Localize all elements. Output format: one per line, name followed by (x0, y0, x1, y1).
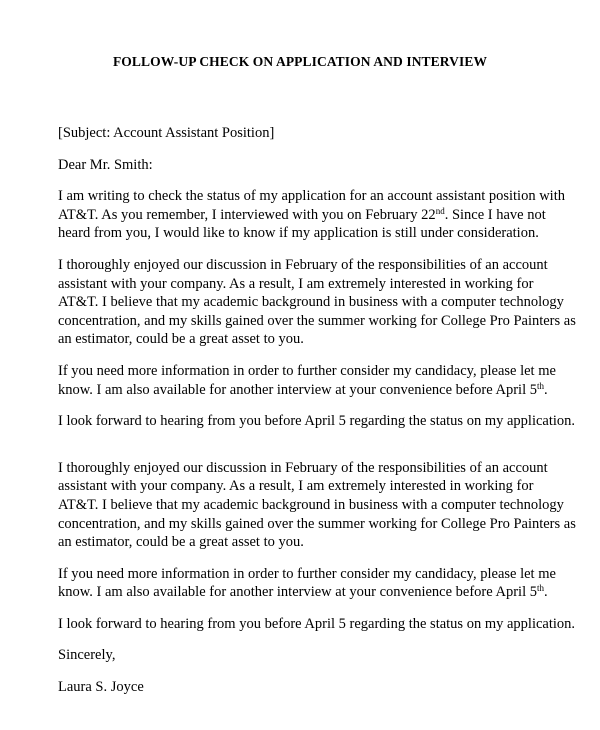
line-text: AT&T. As you remember, I interviewed with you on February 22 (58, 206, 436, 223)
closing-text: Sincerely, (58, 647, 116, 664)
paragraph-line: I thoroughly enjoyed our discussion in February of the responsibilities of an account (58, 256, 548, 273)
paragraph-line: an estimator, could be a great asset to you. (58, 331, 304, 348)
paragraph-line: assistant with your company. As a result, I am extremely interested in working for (58, 478, 534, 495)
ordinal-suffix: th (537, 380, 545, 391)
line-text: . (544, 584, 548, 601)
paragraph-status-inquiry (58, 187, 565, 243)
paragraph-interest (58, 256, 576, 349)
signature-name: Laura S. Joyce (58, 679, 144, 696)
paragraph-line: I thoroughly enjoyed our discussion in February of the responsibilities of an account (58, 459, 548, 476)
line-text: know. I am also available for another interview at your convenience before April 5 (58, 584, 537, 601)
paragraph-line (58, 583, 558, 602)
ordinal-suffix: th (537, 583, 545, 594)
subject-line (58, 124, 558, 143)
paragraph-availability (58, 362, 558, 399)
paragraph-line (58, 381, 558, 400)
line-text: . Since I have not (444, 206, 546, 223)
letter-body (58, 124, 576, 697)
paragraph-line: AT&T. I believe that my academic background in business with a computer technology (58, 496, 564, 513)
paragraph-closing-remark-repeat (58, 615, 576, 634)
paragraph-line: AT&T. I believe that my academic background in business with a computer technology (58, 294, 564, 311)
paragraph-line: an estimator, could be a great asset to you. (58, 534, 304, 551)
line-text: know. I am also available for another interview at your convenience before April 5 (58, 381, 537, 398)
paragraph-line: concentration, and my skills gained over the summer working for College Pro Painters as (58, 515, 576, 532)
paragraph-line: I look forward to hearing from you before April 5 regarding the status on my application. (58, 413, 576, 430)
paragraph-line: If you need more information in order to further consider my candidacy, please let me (58, 362, 556, 379)
salutation (58, 156, 558, 175)
paragraph-line: I look forward to hearing from you before April 5 regarding the status on my application. (58, 615, 576, 632)
paragraph-availability-repeat (58, 565, 558, 602)
paragraph-line: concentration, and my skills gained over the summer working for College Pro Painters as (58, 312, 576, 329)
paragraph-interest-repeat (58, 459, 576, 552)
salutation-text: Dear Mr. Smith: (58, 156, 153, 173)
signature (58, 678, 558, 697)
paragraph-closing-remark (58, 412, 576, 431)
subject-text: [Subject: Account Assistant Position] (58, 125, 275, 141)
paragraph-line: If you need more information in order to further consider my candidacy, please let me (58, 565, 556, 582)
paragraph-line: assistant with your company. As a result, I am extremely interested in working for (58, 275, 534, 292)
closing (58, 646, 558, 665)
paragraph-line (58, 206, 558, 225)
letter-title: FOLLOW-UP CHECK ON APPLICATION AND INTERVIEW (112, 54, 488, 69)
ordinal-suffix: nd (435, 205, 445, 216)
paragraph-line: heard from you, I would like to know if my application is still under consideration. (58, 225, 539, 242)
line-text: . (544, 381, 548, 398)
paragraph-line: I am writing to check the status of my application for an account assistant position with (58, 188, 565, 205)
